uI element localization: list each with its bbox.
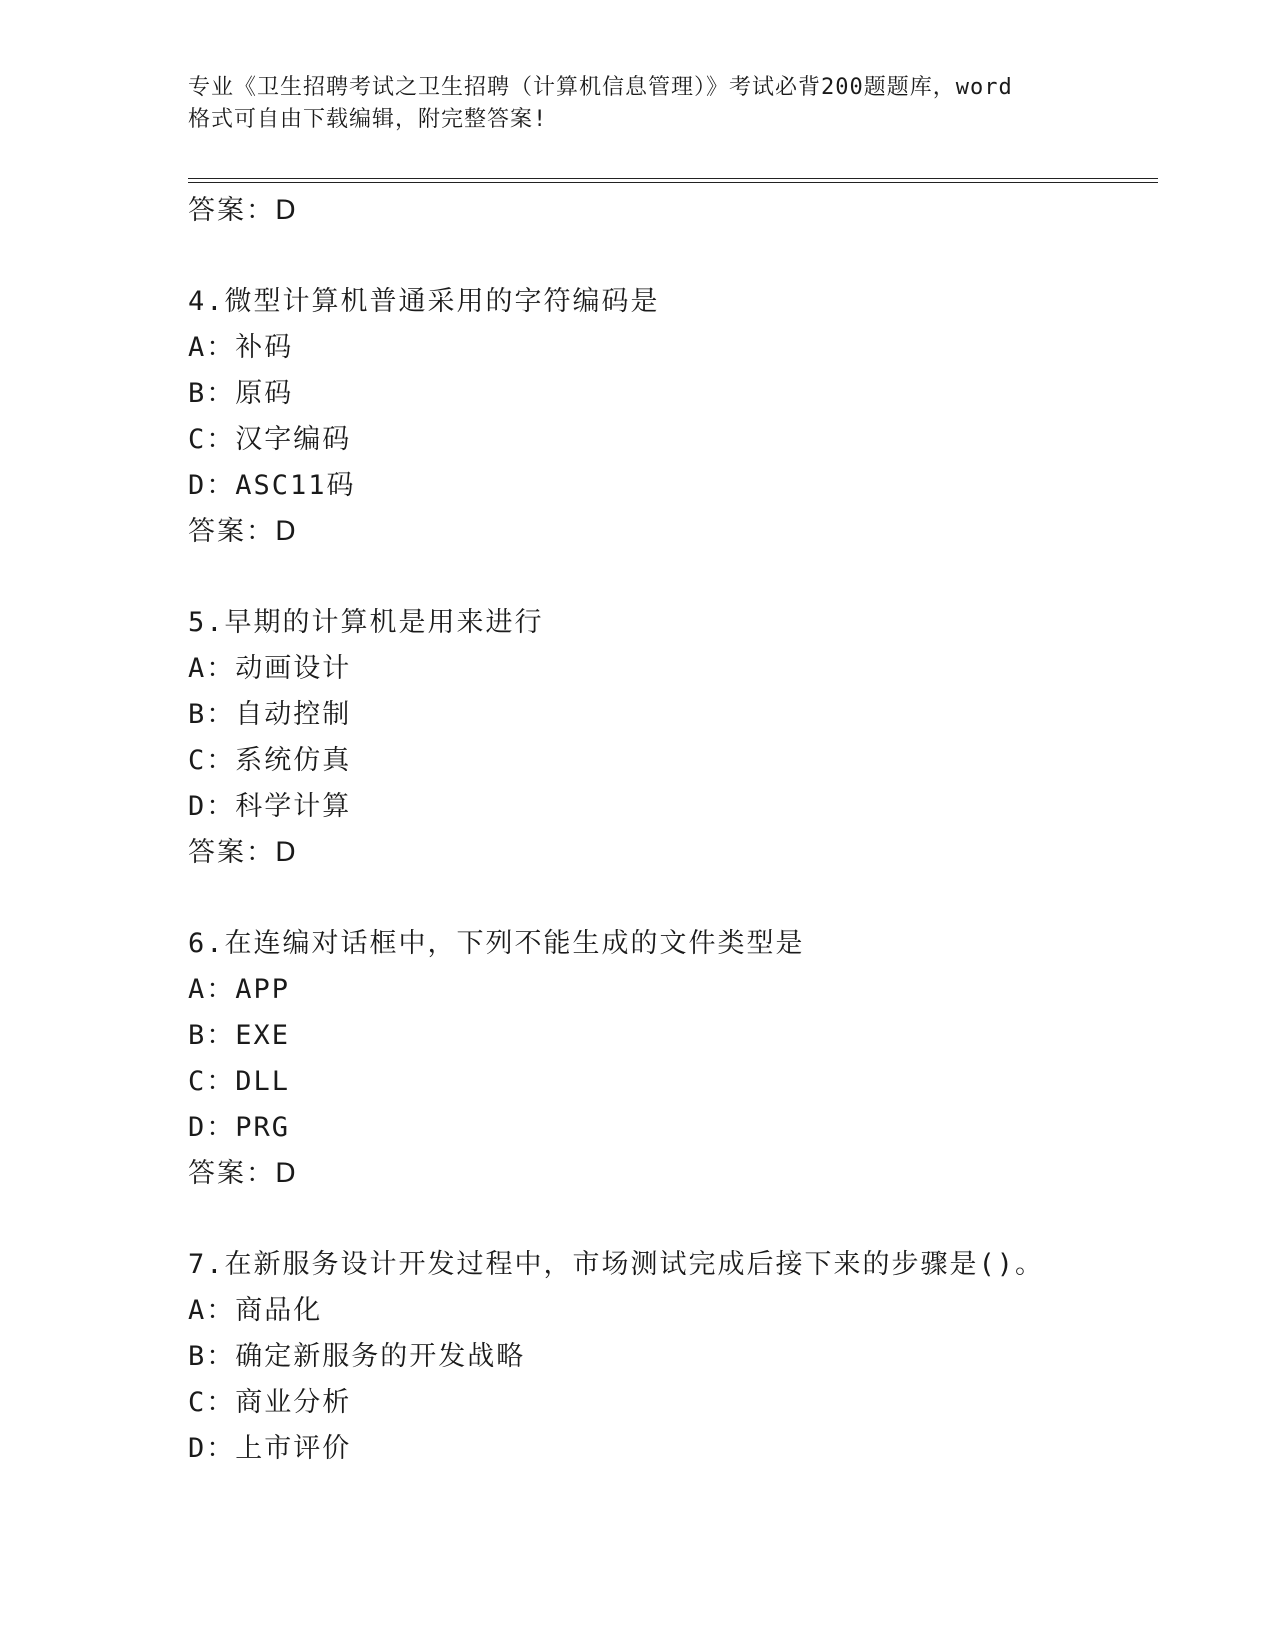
- answer-line: 答案：D: [188, 516, 298, 547]
- option-d: D：PRG: [188, 1112, 291, 1143]
- option-c: C：汉字编码: [188, 424, 352, 455]
- option-a: A：补码: [188, 332, 294, 363]
- option-c: C：商业分析: [188, 1387, 352, 1418]
- question-5: [188, 600, 1158, 876]
- question-list: [188, 188, 1158, 1472]
- option-a: A：商品化: [188, 1295, 323, 1326]
- option-d: D：科学计算: [188, 791, 352, 822]
- header-title-line-1: 专业《卫生招聘考试之卫生招聘（计算机信息管理）》考试必背200题题库，word: [188, 75, 1013, 100]
- question-title: 6.在连编对话框中，下列不能生成的文件类型是: [188, 928, 805, 959]
- option-a: A：APP: [188, 974, 291, 1005]
- option-b: B：确定新服务的开发战略: [188, 1341, 526, 1372]
- question-6: [188, 921, 1158, 1197]
- answer-line: 答案：D: [188, 1158, 298, 1189]
- question-title: 4.微型计算机普通采用的字符编码是: [188, 286, 660, 317]
- option-c: C：DLL: [188, 1066, 291, 1097]
- header-title-line-2: 格式可自由下载编辑，附完整答案!: [188, 107, 548, 132]
- option-d: D：上市评价: [188, 1433, 352, 1464]
- question-title: 5.早期的计算机是用来进行: [188, 607, 544, 638]
- option-d: D：ASC11码: [188, 470, 356, 501]
- question-title: 7.在新服务设计开发过程中，市场测试完成后接下来的步骤是()。: [188, 1249, 1045, 1280]
- answer-line: 答案：D: [188, 837, 298, 868]
- option-b: B：EXE: [188, 1020, 291, 1051]
- question-4: [188, 279, 1158, 555]
- option-b: B：自动控制: [188, 699, 352, 730]
- option-a: A：动画设计: [188, 653, 352, 684]
- header-divider: [188, 178, 1158, 183]
- document-header: [188, 72, 1088, 136]
- answer-line: 答案：D: [188, 195, 298, 226]
- option-b: B：原码: [188, 378, 294, 409]
- question-7: [188, 1242, 1158, 1472]
- option-c: C：系统仿真: [188, 745, 352, 776]
